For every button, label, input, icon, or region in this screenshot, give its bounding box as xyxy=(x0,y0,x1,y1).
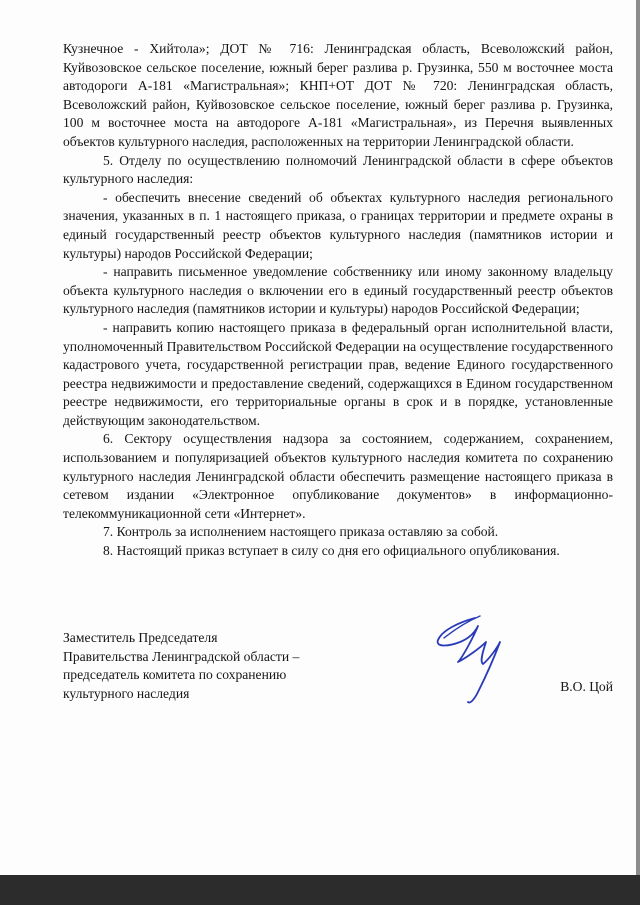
paragraph-item-5-bullet-2: - направить письменное уведомление собственнику или иному законному владельцу объекта культурного наследия о включении его в единый государственный реестр объектов культурного наследия (памятников истории и культуры) народов Российской Федерации; xyxy=(63,264,613,317)
signatory-line-1: Заместитель Председателя xyxy=(63,630,218,645)
signatory-line-4: культурного наследия xyxy=(63,685,190,701)
paragraph-item-8: 8. Настоящий приказ вступает в силу со дня его официального опубликования. xyxy=(103,543,560,559)
paragraph-item-5-bullet-1: - обеспечить внесение сведений об объектах культурного наследия регионального значения, указанных в п. 1 настоящего приказа, о границах территории и предмете охраны в единый государственный реестр объектов культурного наследия (памятников истории и культуры) народов Российской Федерации; xyxy=(63,189,613,261)
paragraph-item-6: 6. Сектору осуществления надзора за состоянием, содержанием, сохранением, использованием и популяризацией объектов культурного наследия комитета по сохранению культурного наследия Ленинградской области обеспечить размещение настоящего приказа в сетевом издании «Электронное опубликование документов» в информационно-телекоммуникационной сети «Интернет». xyxy=(63,431,613,521)
paragraph-continuation: Кузнечное - Хийтола»; ДОТ № 716: Ленинградская область, Всеволожский район, Куйвозовское сельское поселение, южный берег разлива р. Грузинка, 550 м восточнее моста автодороги А-181 «Магистральная»; КНП+ОТ ДОТ № 720: Ленинградская область, Всеволожский район, Куйвозовское сельское поселение, южный берег разлива р. Грузинка, 100 м восточнее моста на автодороге А-181 «Магистральная», из Перечня выявленных объектов культурного наследия, расположенных на территории Ленинградской области. xyxy=(63,41,613,149)
paragraph-item-5-bullet-3: - направить копию настоящего приказа в федеральный орган исполнительной власти, уполномоченный Правительством Российской Федерации на осуществление государственного кадастрового учета, государственной регистрации прав, ведение Единого государственного реестра недвижимости и предоставление сведений, содержащихся в Едином государственном реестре недвижимости, его территориальные органы в срок и в порядке, установленные действующим законодательством. xyxy=(63,319,613,428)
signatory-line-2: Правительства Ленинградской области – xyxy=(63,648,300,664)
signatory-line-3: председатель комитета по сохранению xyxy=(63,667,287,683)
signatory-title xyxy=(63,629,363,703)
scan-bottom-border xyxy=(0,875,640,905)
document-body xyxy=(63,40,613,561)
handwritten-signature xyxy=(420,600,530,710)
paragraph-item-7: 7. Контроль за исполнением настоящего приказа оставляю за собой. xyxy=(103,524,499,540)
page-edge-shadow xyxy=(636,0,640,875)
paragraph-item-5: 5. Отделу по осуществлению полномочий Ленинградской области в сфере объектов культурного наследия: xyxy=(63,152,613,187)
signatory-name: В.О. Цой xyxy=(560,679,613,694)
